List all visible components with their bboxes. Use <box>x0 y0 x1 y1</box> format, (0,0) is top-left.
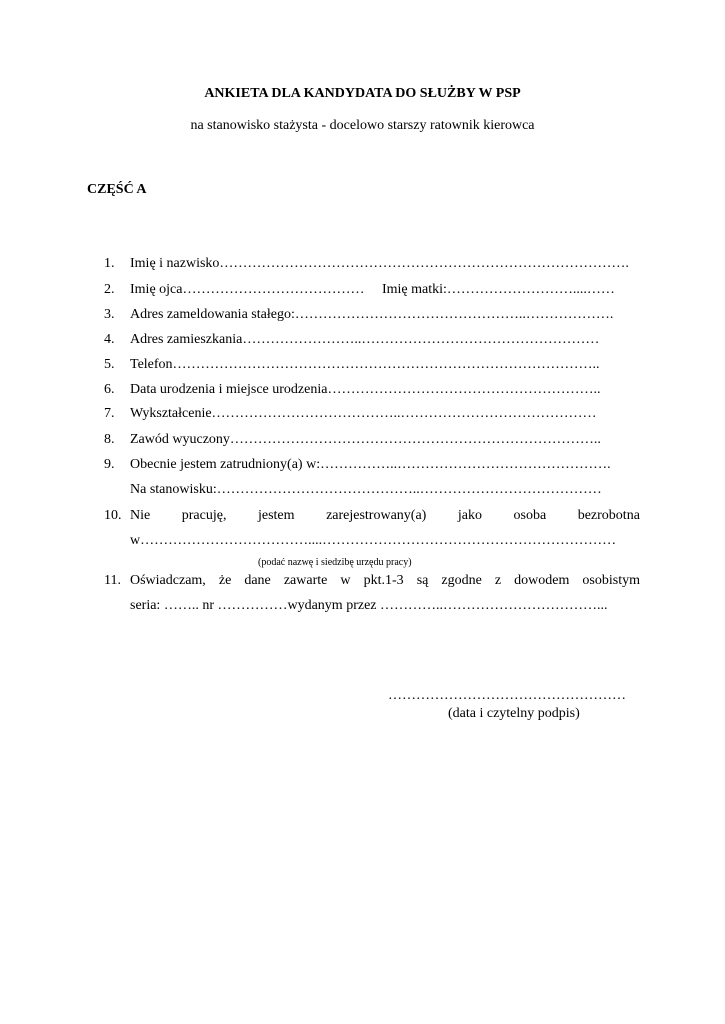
field-current-employer: Obecnie jestem zatrudniony(a) w:……………..………………………………………. <box>130 457 611 472</box>
document-title: ANKIETA DLA KANDYDATA DO SŁUŻBY W PSP <box>204 86 521 101</box>
item-number: 9. <box>104 457 115 472</box>
statement-word: osobistym <box>582 573 640 588</box>
unemployed-statement <box>130 508 640 524</box>
signature-label: (data i czytelny podpis) <box>448 706 580 721</box>
item-number: 5. <box>104 357 115 372</box>
statement-word: jako <box>457 508 482 523</box>
statement-word: zarejestrowany(a) <box>326 508 427 523</box>
item-number: 11. <box>104 573 121 588</box>
field-phone: Telefon……………………………………………………………………………….. <box>130 357 600 372</box>
field-registered-address: Adres zameldowania stałego:…………………………………………..………………. <box>130 307 614 322</box>
declaration-statement <box>130 573 640 589</box>
labor-office-hint: (podać nazwę i siedzibę urzędu pracy) <box>258 557 412 568</box>
statement-word: zawarte <box>283 573 328 588</box>
item-number: 3. <box>104 307 115 322</box>
field-labor-office: w………………………………....……………………………………………………… <box>130 533 617 548</box>
statement-word: dowodem <box>514 573 570 588</box>
item-number: 2. <box>104 282 115 297</box>
statement-word: Nie <box>130 508 151 523</box>
signature-line: …………………………………………… <box>388 688 626 703</box>
item-number: 4. <box>104 332 115 347</box>
statement-word: Oświadczam, <box>130 573 206 588</box>
field-parents-names: Imię ojca………………………………… Imię matki:………………………....…… <box>130 282 615 297</box>
statement-word: w <box>340 573 351 588</box>
statement-word: jestem <box>257 508 295 523</box>
statement-word: bezrobotna <box>577 508 640 523</box>
statement-word: są <box>416 573 429 588</box>
item-number: 1. <box>104 256 115 271</box>
section-heading: CZĘŚĆ A <box>87 182 147 197</box>
field-full-name: Imię i nazwisko……………………………………………………………………………. <box>130 256 629 271</box>
field-education: Wykształcenie…………………………………..…………………………………… <box>130 406 597 421</box>
statement-word: dane <box>244 573 271 588</box>
item-number: 8. <box>104 432 115 447</box>
statement-word: pkt.1-3 <box>363 573 404 588</box>
statement-word: z <box>494 573 502 588</box>
statement-word: że <box>218 573 232 588</box>
field-position: Na stanowisku:……………………………………..………………………………… <box>130 482 602 497</box>
field-residence-address: Adres zamieszkania……………………..…………………………………………… <box>130 332 600 347</box>
field-profession: Zawód wyuczony…………………………………………………………………….. <box>130 432 601 447</box>
document-subtitle: na stanowisko stażysta - docelowo starszy ratownik kierowca <box>190 118 535 133</box>
field-birth-date-place: Data urodzenia i miejsce urodzenia………………………………………………….. <box>130 382 601 397</box>
statement-word: pracuję, <box>181 508 227 523</box>
statement-word: osoba <box>513 508 547 523</box>
field-id-document: seria: …….. nr ……………wydanym przez …………..……………………………... <box>130 598 608 613</box>
statement-word: zgodne <box>441 573 482 588</box>
item-number: 10. <box>104 508 122 523</box>
item-number: 6. <box>104 382 115 397</box>
item-number: 7. <box>104 406 115 421</box>
